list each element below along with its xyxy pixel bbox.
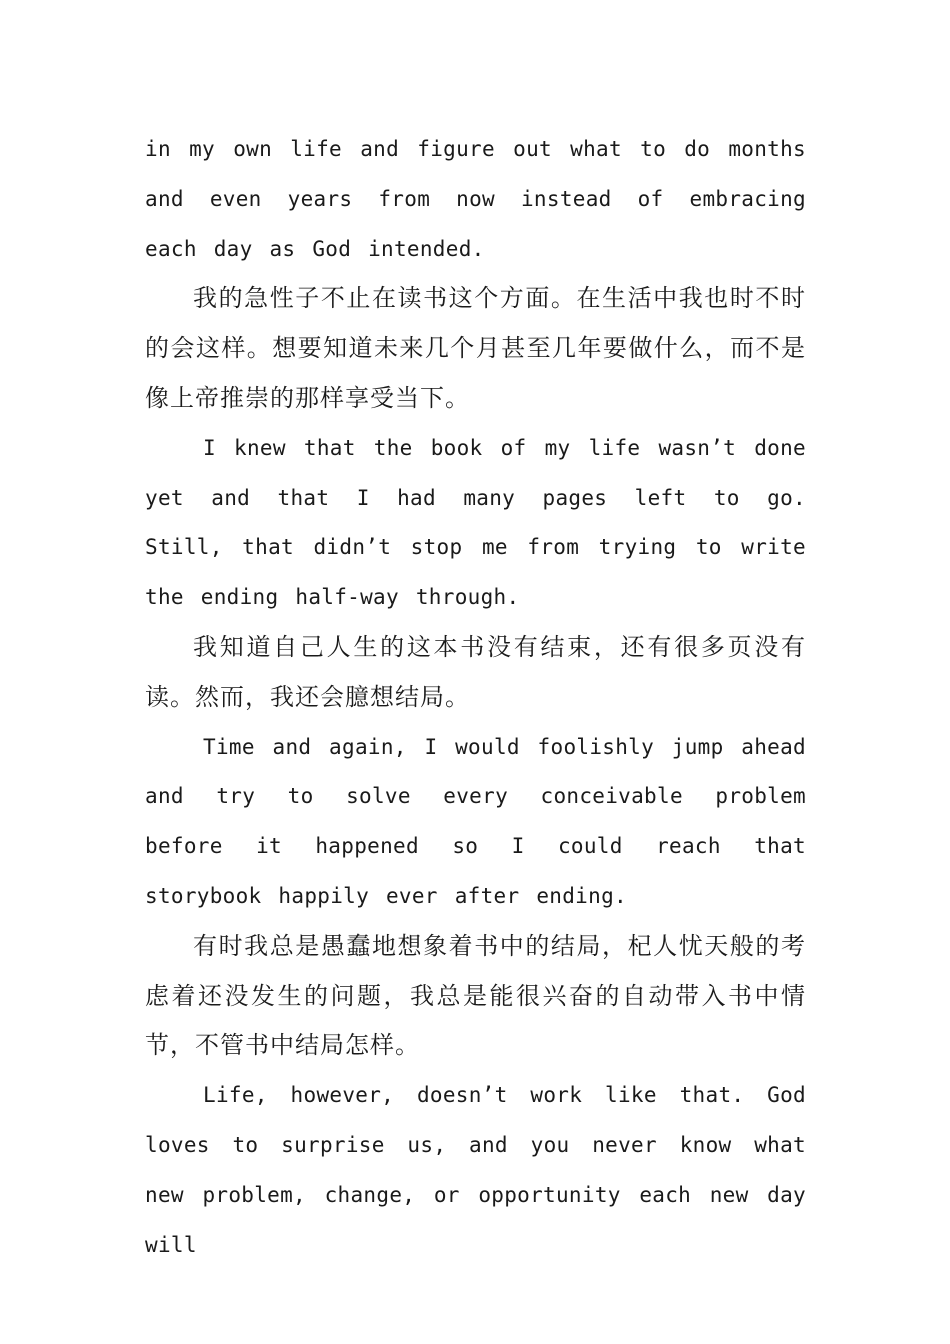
- paragraph-zh-translation: 有时我总是愚蠢地想象着书中的结局，杞人忧天般的考虑着还没发生的问题，我总是能很兴奋的自动带入书中情节，不管书中结局怎样。: [145, 931, 806, 1060]
- paragraph-en-continuation: in my own life and figure out what to do months and even years from now instead of embracing each day as God intended.: [145, 137, 806, 261]
- paragraph-zh-translation: 我的急性子不止在读书这个方面。在生活中我也时不时的会这样。想要知道未来几个月甚至几年要做什么，而不是像上帝推崇的那样享受当下。: [145, 284, 806, 412]
- paragraph-en: Life, however, doesn’t work like that. God loves to surprise us, and you never know what new problem, change, or opportunity each new day will: [145, 1083, 806, 1257]
- paragraph-en: Time and again, I would foolishly jump ahead and try to solve every conceivable problem before it happened so I could reach that storybook happily ever after ending.: [145, 734, 806, 908]
- document-page: [145, 125, 806, 1270]
- paragraph-en: I knew that the book of my life wasn’t done yet and that I had many pages left to go. Still, that didn’t stop me from trying to write the ending half-way through.: [145, 435, 806, 610]
- paragraph-zh-translation: 我知道自己人生的这本书没有结束，还有很多页没有读。然而，我还会臆想结局。: [145, 632, 806, 711]
